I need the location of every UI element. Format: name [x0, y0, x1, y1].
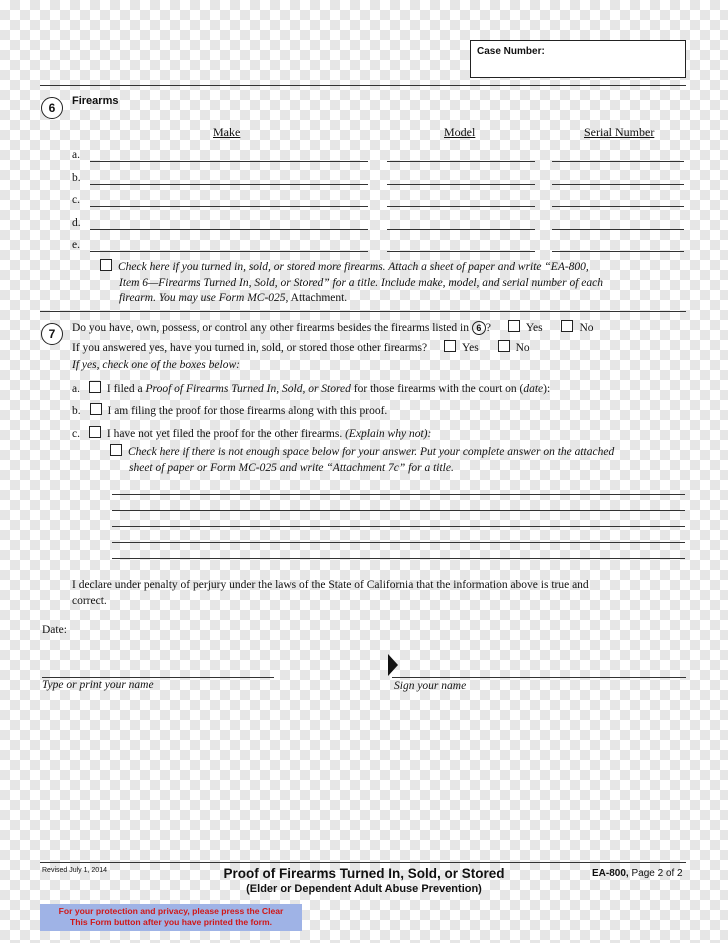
- item-6-number: 6: [41, 97, 63, 119]
- q1-yes-checkbox[interactable]: [508, 320, 520, 332]
- firearm-row-label: b.: [72, 171, 81, 184]
- revised-date: Revised July 1, 2014: [42, 867, 107, 874]
- firearm-make-field[interactable]: [90, 206, 368, 207]
- date-label: Date:: [42, 624, 67, 636]
- q2-yes-checkbox[interactable]: [444, 340, 456, 352]
- firearm-model-field[interactable]: [387, 161, 535, 162]
- option-a-row: a. I filed a Proof of Firearms Turned In, Sold, or Stored for those firearms with the court on (date):: [72, 383, 551, 395]
- item-7-number: 7: [41, 323, 63, 345]
- case-number-label: Case Number:: [477, 46, 545, 57]
- column-header-make: Make: [213, 125, 241, 139]
- option-c-checkbox[interactable]: [89, 426, 101, 438]
- q1-no-checkbox[interactable]: [561, 320, 573, 332]
- explain-line-4[interactable]: [112, 542, 685, 543]
- footer-subtitle: (Elder or Dependent Adult Abuse Prevention): [246, 883, 482, 895]
- more-firearms-checkbox-row: Check here if you turned in, sold, or stored more firearms. Attach a sheet of paper and write “EA-800, Item 6—Firearms Turned In, Sold, or Stored” for a title. Include make, model, and serial number of each firearm. You may use Form MC-025, Attachment.: [100, 259, 690, 307]
- question-other-firearms: Do you have, own, possess, or control any other firearms besides the firearms listed in 6 ? Yes No: [72, 322, 594, 334]
- firearm-row-label: c.: [72, 194, 80, 206]
- column-header-model: Model: [444, 125, 476, 139]
- option-b-row: b. I am filing the proof for those firearms along with this proof.: [72, 405, 388, 417]
- section-6-title: Firearms: [72, 95, 119, 107]
- signature-caption: Sign your name: [394, 680, 467, 692]
- firearm-model-field[interactable]: [387, 206, 535, 207]
- not-enough-space-checkbox[interactable]: [110, 444, 122, 456]
- instruction-check-one: If yes, check one of the boxes below:: [72, 359, 240, 371]
- explain-line-5[interactable]: [112, 558, 685, 559]
- firearm-model-field[interactable]: [387, 184, 535, 185]
- firearm-row-label: e.: [72, 239, 80, 251]
- option-c-row: c. I have not yet filed the proof for the other firearms. (Explain why not):: [72, 428, 432, 440]
- firearm-make-field[interactable]: [90, 229, 368, 230]
- firearm-serial-field[interactable]: [552, 251, 684, 252]
- explain-line-3[interactable]: [112, 526, 685, 527]
- ref-item-6: 6: [472, 321, 486, 335]
- firearm-row-label: d.: [72, 216, 81, 229]
- explain-line-2[interactable]: [112, 510, 685, 511]
- explain-line-1[interactable]: [112, 494, 685, 495]
- question-turned-in: If you answered yes, have you turned in, sold, or stored those other firearms? Yes No: [72, 342, 530, 354]
- firearm-make-field[interactable]: [90, 251, 368, 252]
- firearm-serial-field[interactable]: [552, 206, 684, 207]
- print-name-caption: Type or print your name: [42, 679, 154, 691]
- option-a-checkbox[interactable]: [89, 381, 101, 393]
- firearm-row-label: a.: [72, 149, 80, 161]
- q2-no-checkbox[interactable]: [498, 340, 510, 352]
- signature-line[interactable]: [392, 677, 686, 678]
- firearm-model-field[interactable]: [387, 229, 535, 230]
- firearm-serial-field[interactable]: [552, 229, 684, 230]
- header-divider: [40, 85, 686, 86]
- section-6-divider: [40, 311, 686, 312]
- print-name-line[interactable]: [42, 677, 274, 678]
- option-b-checkbox[interactable]: [90, 403, 102, 415]
- firearm-make-field[interactable]: [90, 184, 368, 185]
- firearm-make-field[interactable]: [90, 161, 368, 162]
- footer-divider: [40, 862, 686, 863]
- case-number-box[interactable]: [470, 40, 686, 78]
- not-enough-space-checkbox-row: Check here if there is not enough space below for your answer. Put your complete answer on the attached sheet of paper or Form MC-025 and write “Attachment 7c” for a title.: [110, 444, 690, 476]
- declaration-text: I declare under penalty of perjury under the laws of the State of California that the information above is true and correct.: [72, 579, 589, 607]
- footer-title: Proof of Firearms Turned In, Sold, or Stored: [223, 866, 505, 881]
- form-id: EA-800, Page 2 of 2: [592, 868, 683, 879]
- firearm-model-field[interactable]: [387, 251, 535, 252]
- signature-arrow-icon: [388, 654, 398, 676]
- firearm-serial-field[interactable]: [552, 184, 684, 185]
- clear-form-notice: For your protection and privacy, please press the Clear This Form button after you have printed the form.: [40, 904, 302, 931]
- more-firearms-checkbox[interactable]: [100, 259, 112, 271]
- firearm-serial-field[interactable]: [552, 161, 684, 162]
- column-header-serial: Serial Number: [584, 125, 655, 139]
